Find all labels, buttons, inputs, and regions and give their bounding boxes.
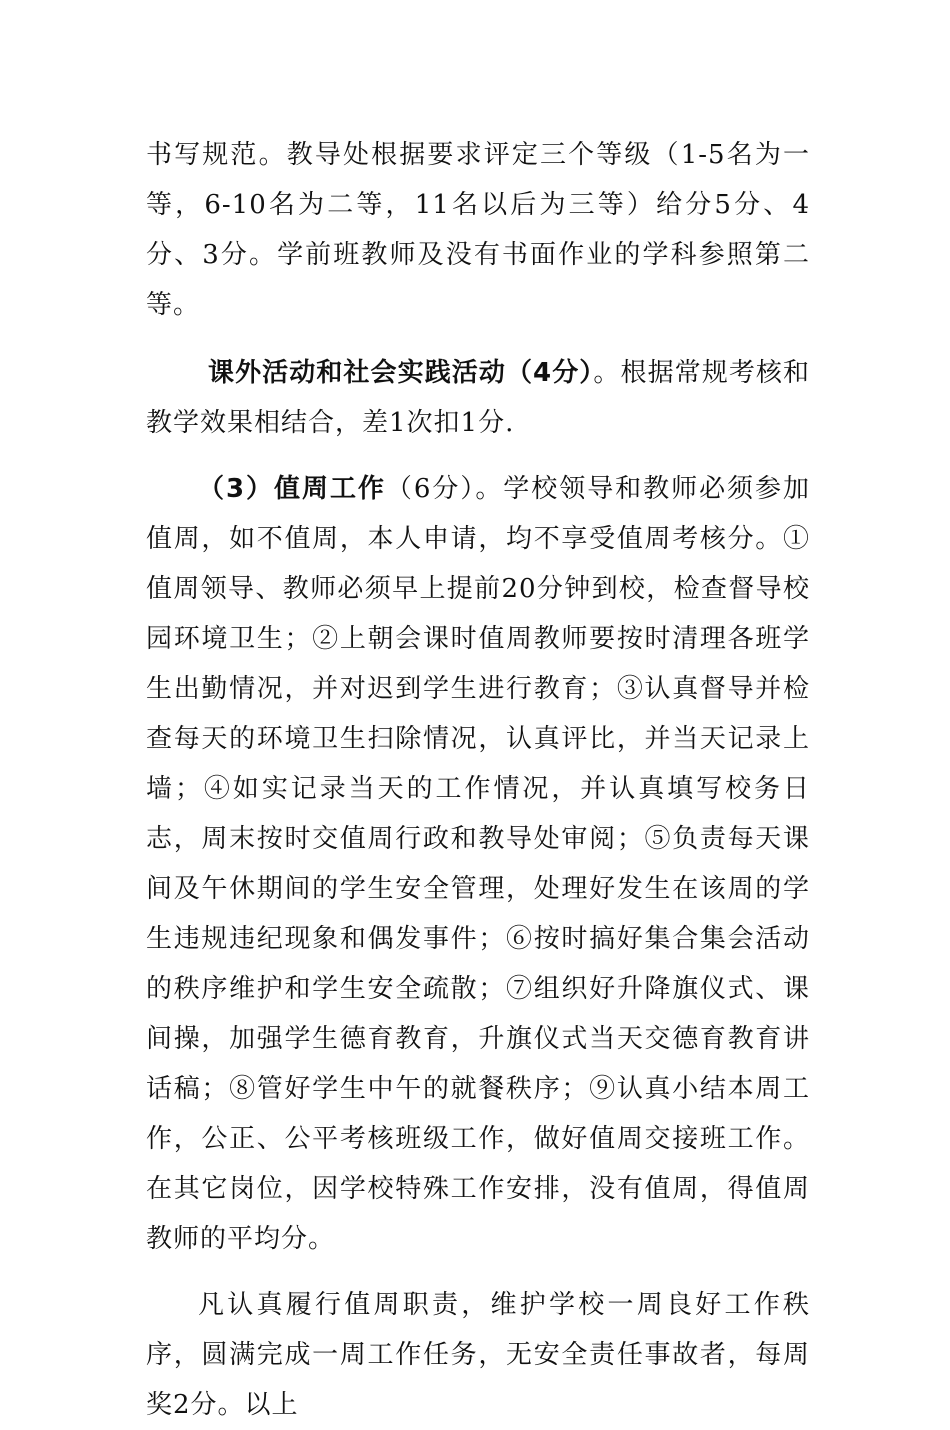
paragraph-text: 。根据常规考核和教学效果相结合，差1次扣1分. — [146, 358, 810, 438]
document-page — [146, 130, 810, 1430]
paragraph-text: 书写规范。教导处根据要求评定三个等级（1-5名为一等，6-10名为二等，11名以后为三等）给分5分、4分、3分。学前班教师及没有书面作业的学科参照第二等。 — [146, 140, 810, 320]
paragraph-extracurricular — [146, 348, 810, 448]
paragraph-text: 凡认真履行值周职责，维护学校一周良好工作秩序，圆满完成一周工作任务，无安全责任事故者，每周奖2分。以上 — [146, 1290, 810, 1420]
paragraph-homework-grading — [146, 130, 810, 330]
paragraph-text: （6分）。学校领导和教师必须参加值周，如不值周，本人申请，均不享受值周考核分。①值周领导、教师必须早上提前20分钟到校，检查督导校园环境卫生；②上朝会课时值周教师要按时清理各班学生出勤情况，并对迟到学生进行教育；③认真督导并检查每天的环境卫生扫除情况，认真评比，并当天记录上墙；④如实记录当天的工作情况，并认真填写校务日志，周末按时交值周行政和教导处审阅；⑤负责每天课间及午休期间的学生安全管理，处理好发生在该周的学生违规违纪现象和偶发事件；⑥按时搞好集合集会活动的秩序维护和学生安全疏散；⑦组织好升降旗仪式、课间操，加强学生德育教育，升旗仪式当天交德育教育讲话稿；⑧管好学生中午的就餐秩序；⑨认真小结本周工作，公正、公平考核班级工作，做好值周交接班工作。在其它岗位，因学校特殊工作安排，没有值周，得值周教师的平均分。 — [146, 474, 810, 1254]
section-heading-duty-week: （3）值周工作 — [198, 474, 386, 504]
paragraph-duty-week — [146, 464, 810, 1264]
paragraph-duty-reward — [146, 1280, 810, 1430]
section-heading-extracurricular: 课外活动和社会实践活动（4分） — [208, 358, 594, 388]
